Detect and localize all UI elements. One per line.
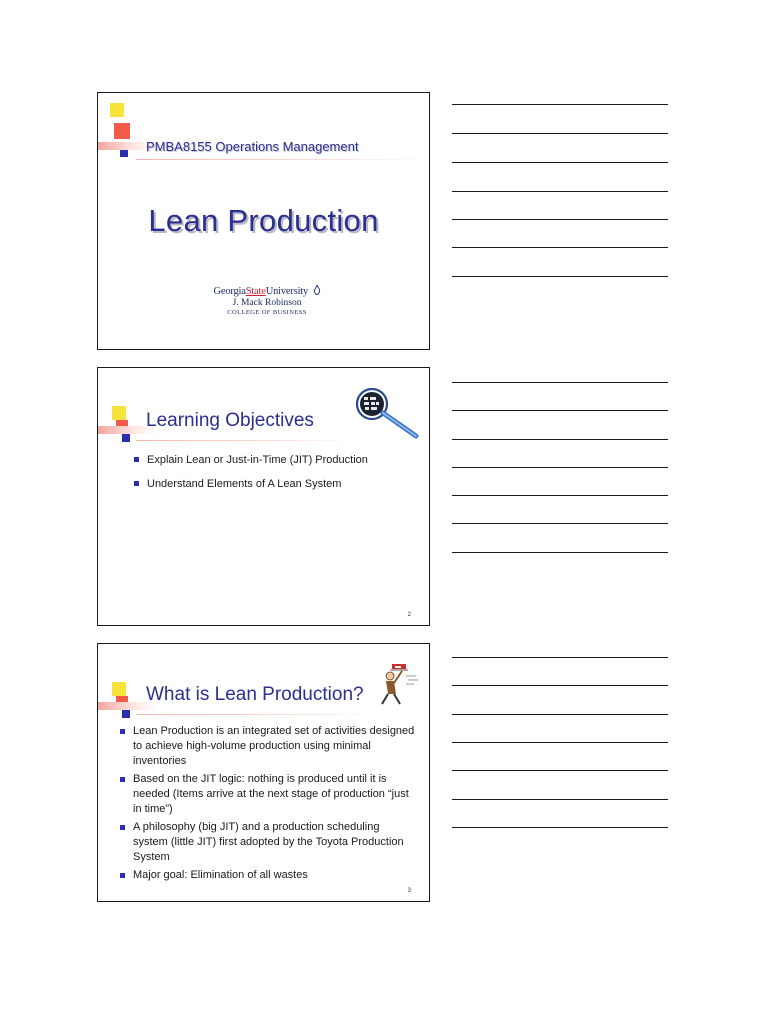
note-line bbox=[452, 799, 668, 800]
note-line bbox=[452, 219, 668, 220]
slide-3 bbox=[97, 643, 430, 902]
slide-title: Lean Production bbox=[148, 203, 379, 238]
note-line bbox=[452, 191, 668, 192]
note-line bbox=[452, 770, 668, 771]
slide-2 bbox=[97, 367, 430, 626]
note-line bbox=[452, 467, 668, 468]
note-line bbox=[452, 382, 668, 383]
list-item: A philosophy (big JIT) and a production scheduling system (little JIT) first adopted by the Toyota Production System bbox=[120, 820, 415, 865]
note-line bbox=[452, 714, 668, 715]
page-number: 3 bbox=[407, 888, 411, 894]
logo-state: State bbox=[245, 286, 266, 297]
note-line bbox=[452, 104, 668, 105]
list-item: Understand Elements of A Lean System bbox=[134, 474, 415, 494]
note-line bbox=[452, 657, 668, 658]
note-line bbox=[452, 133, 668, 134]
logo-school-name: J. Mack Robinson bbox=[232, 298, 302, 308]
note-line bbox=[452, 685, 668, 686]
note-line bbox=[452, 523, 668, 524]
note-line bbox=[452, 276, 668, 277]
list-item: Explain Lean or Just-in-Time (JIT) Production bbox=[134, 450, 415, 470]
list-item: Major goal: Elimination of all wastes bbox=[120, 868, 415, 883]
list-item: Based on the JIT logic: nothing is produced until it is needed (Items arrive at the next stage of production “just in time”) bbox=[120, 772, 415, 817]
logo-university: University bbox=[265, 286, 309, 297]
note-line bbox=[452, 162, 668, 163]
note-line bbox=[452, 247, 668, 248]
list-item: Lean Production is an integrated set of activities designed to achieve high-volume production using minimal inventories bbox=[120, 724, 415, 769]
page-number: 2 bbox=[407, 612, 411, 618]
note-line bbox=[452, 827, 668, 828]
flame-icon bbox=[313, 285, 321, 295]
course-subtitle: PMBA8155 Operations Management bbox=[146, 139, 359, 154]
note-line bbox=[452, 552, 668, 553]
magnifying-glass-icon bbox=[352, 388, 424, 444]
note-line bbox=[452, 410, 668, 411]
definition-list bbox=[120, 724, 415, 886]
university-logo bbox=[202, 285, 332, 316]
note-line bbox=[452, 439, 668, 440]
objectives-list bbox=[134, 450, 415, 498]
logo-georgia: Georgia bbox=[213, 286, 246, 297]
note-line bbox=[452, 495, 668, 496]
running-waiter-icon bbox=[376, 662, 420, 708]
slide-title: What is Lean Production? bbox=[146, 684, 364, 705]
note-line bbox=[452, 742, 668, 743]
slide-1 bbox=[97, 92, 430, 350]
logo-college: COLLEGE OF BUSINESS bbox=[227, 309, 307, 316]
slide-title: Learning Objectives bbox=[146, 410, 314, 431]
